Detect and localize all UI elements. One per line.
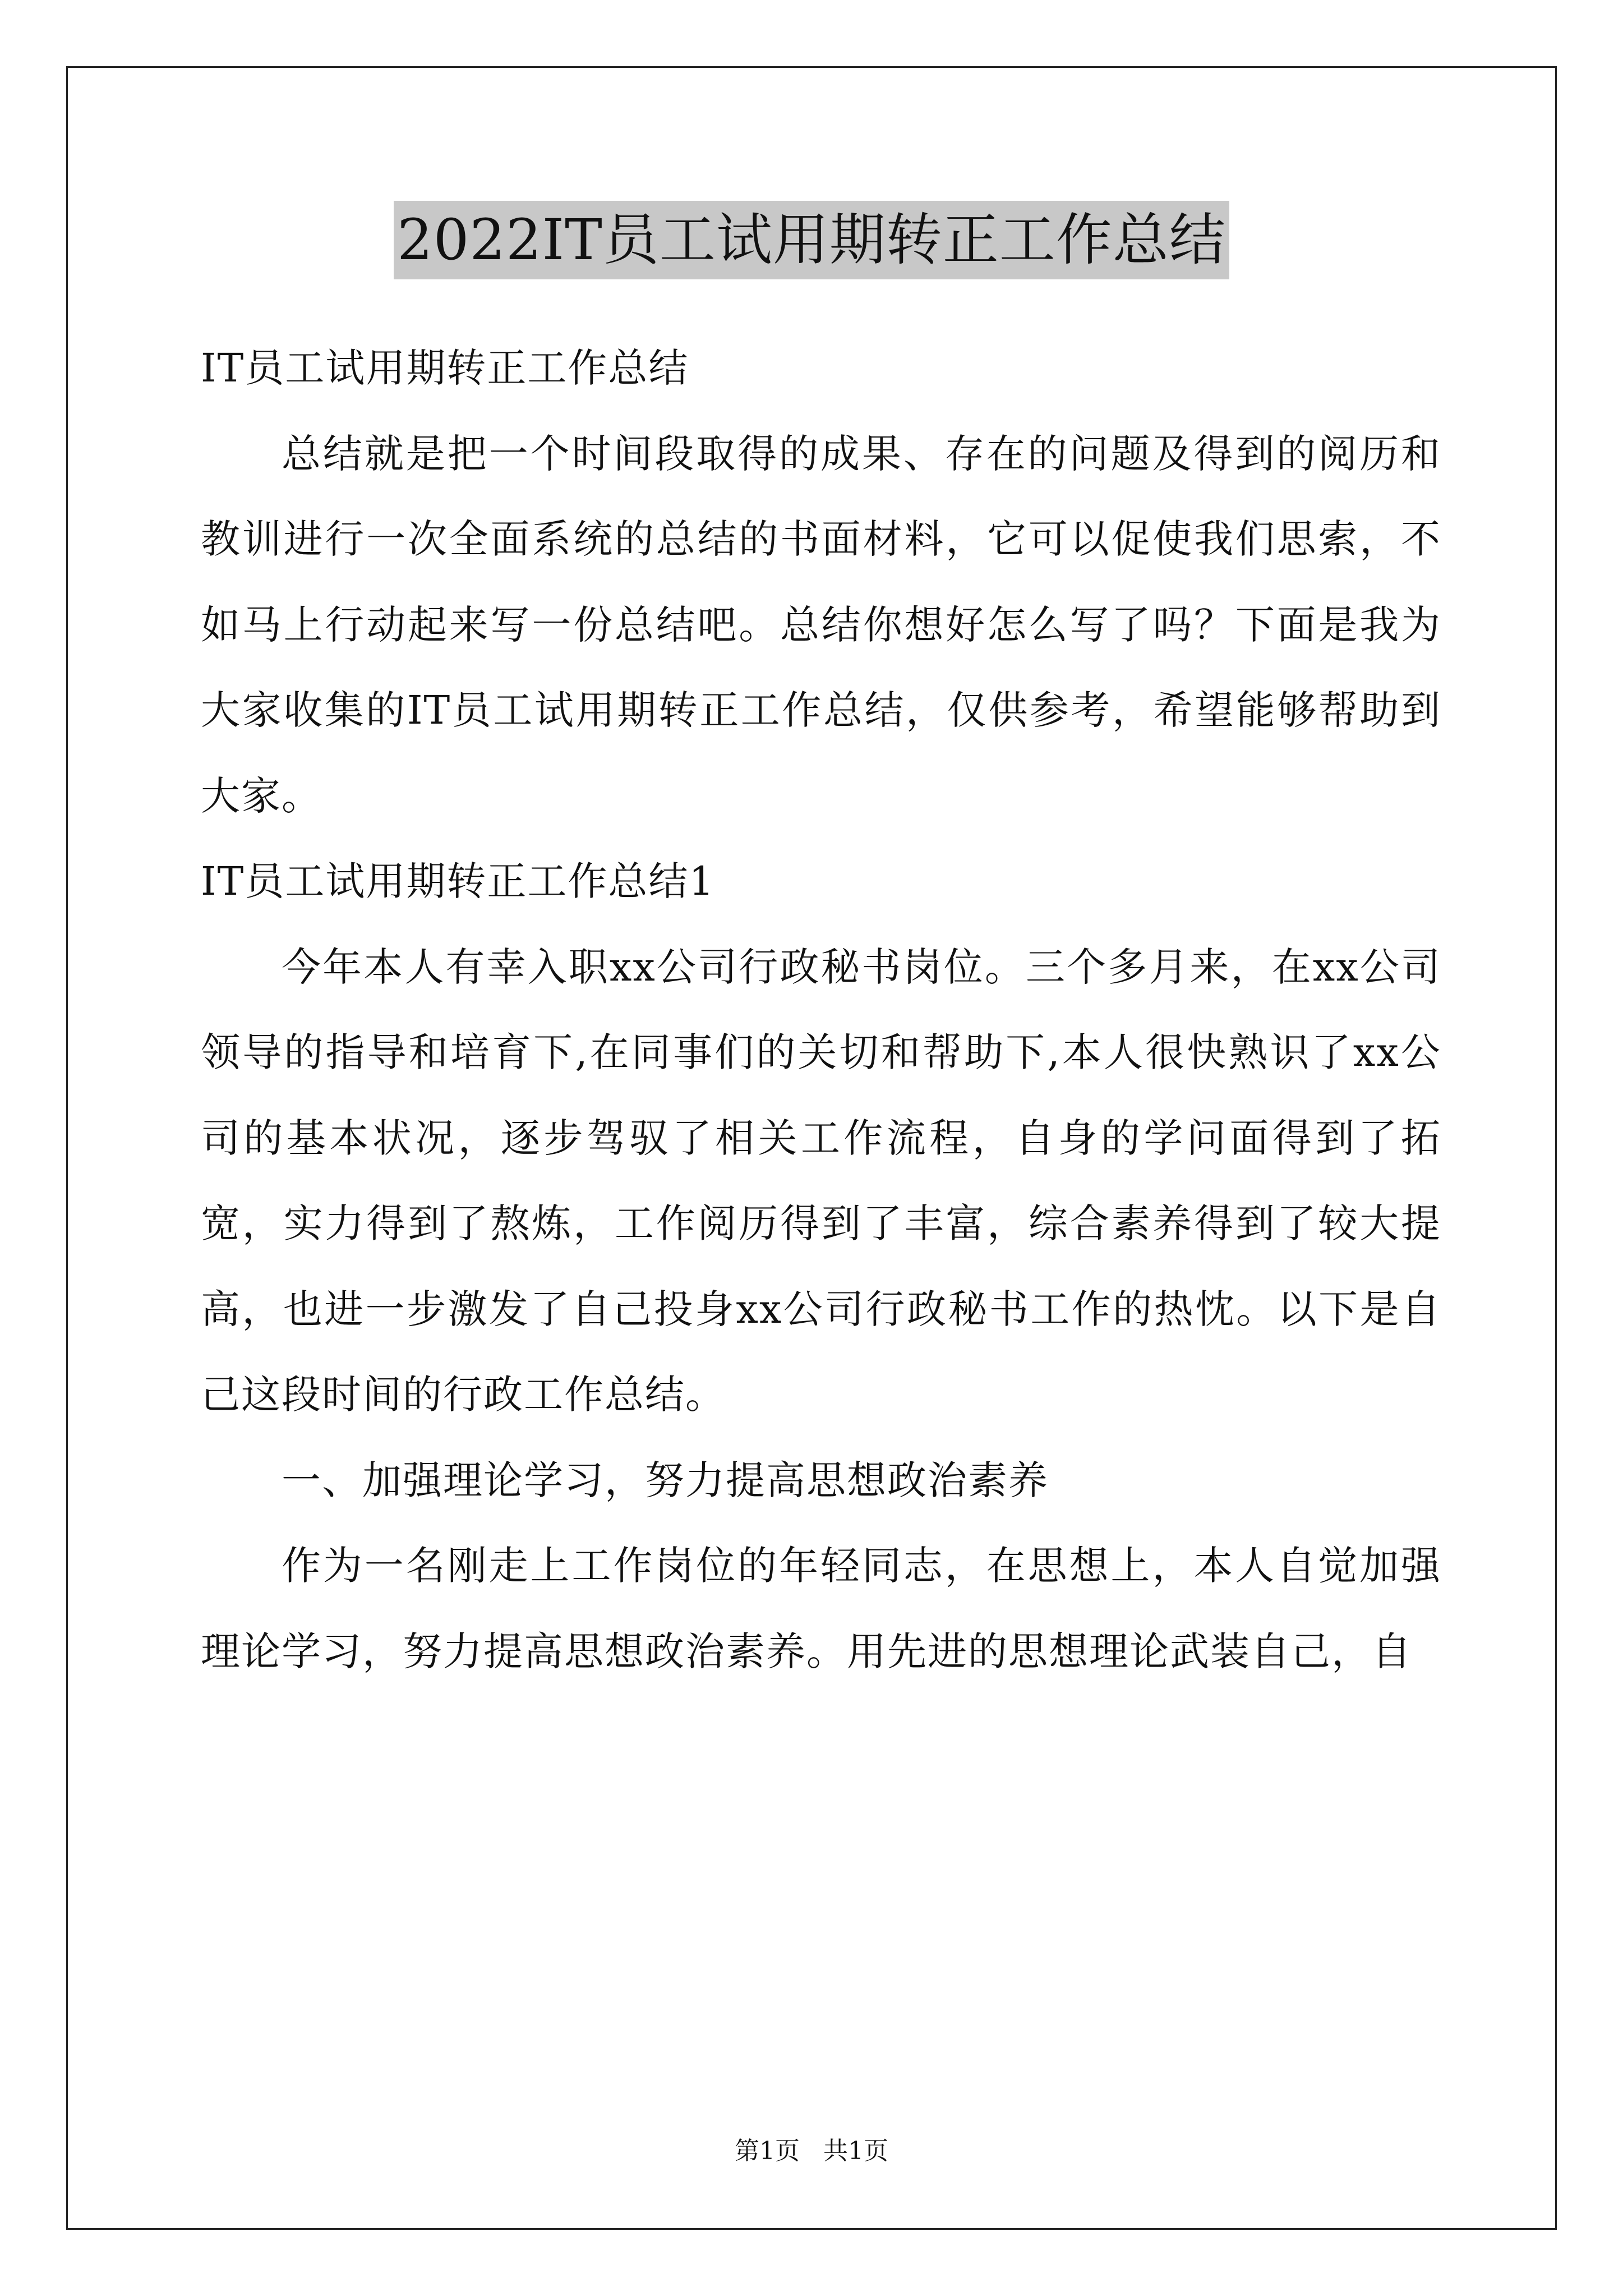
document-title: 2022IT员工试用期转正工作总结 xyxy=(394,201,1229,279)
paragraph: 总结就是把一个时间段取得的成果、存在的问题及得到的阅历和教训进行一次全面系统的总结的书面材料，它可以促使我们思索，不如马上行动起来写一份总结吧。总结你想好怎么写了吗？下面是我为大家收集的IT员工试用期转正工作总结，仅供参考，希望能够帮助到大家。 xyxy=(201,430,1441,819)
page-number: 第1页 xyxy=(735,2137,800,2165)
section-heading: IT员工试用期转正工作总结 xyxy=(201,345,689,391)
page-total: 共1页 xyxy=(823,2137,888,2165)
page-footer xyxy=(0,2134,1623,2168)
paragraph: 作为一名刚走上工作岗位的年轻同志，在思想上，本人自觉加强理论学习，努力提高思想政治素养。用先进的思想理论武装自己，自 xyxy=(201,1543,1441,1674)
section-heading: IT员工试用期转正工作总结1 xyxy=(201,858,715,904)
document-body xyxy=(201,325,1441,1694)
title-container xyxy=(0,201,1623,279)
paragraph: 今年本人有幸入职xx公司行政秘书岗位。三个多月来，在xx公司领导的指导和培育下,在同事们的关切和帮助下,本人很快熟识了xx公司的基本状况，逐步驾驭了相关工作流程，自身的学问面得到了拓宽，实力得到了熬炼，工作阅历得到了丰富，综合素养得到了较大提高，也进一步激发了自己投身xx公司行政秘书工作的热忱。以下是自己这段时间的行政工作总结。 xyxy=(201,944,1441,1418)
subheading: 一、加强理论学习，努力提高思想政治素养 xyxy=(282,1457,1049,1503)
